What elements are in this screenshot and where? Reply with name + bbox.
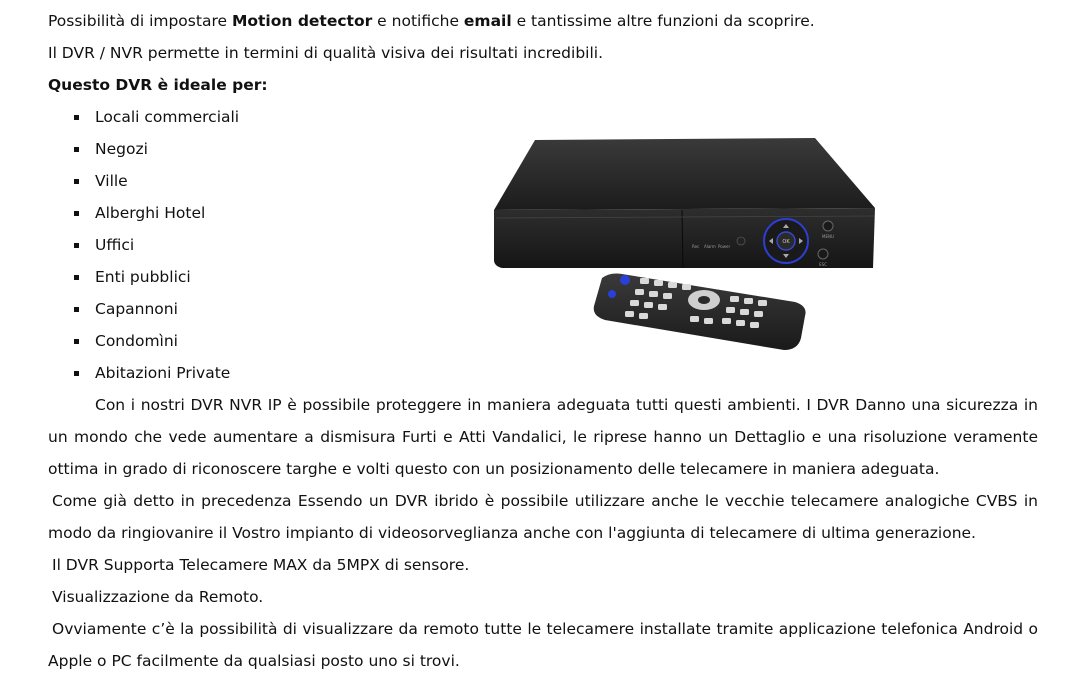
intro-line-quality: Il DVR / NVR permette in termini di qualità visiva dei risultati incredibili. [48,44,604,62]
intro-text-mid: e notifiche [372,12,464,30]
navigation-pad [764,219,808,263]
menu-button-label: MENU [822,234,834,239]
esc-button [818,249,828,259]
paragraph-remote-viewing: Ovviamente c’è la possibilità di visualizzare da remoto tutte le telecamere installate tramite applicazione telefonica Android o Apple o PC facilmente da qualsiasi posto uno si trovi. [48,620,1038,670]
list-item: Ville [48,165,1038,197]
ok-button-label: OK [782,239,790,245]
intro-bold-email: email [463,12,512,30]
remote-mute-button [608,290,616,298]
paragraph-protection: Con i nostri DVR NVR IP è possibile proteggere in maniera adeguata tutti questi ambienti. I DVR Danno una sicurezza in un mondo che vede aumentare a dismisura Furti e Atti Vandalici, le riprese hanno un Dettaglio e una risoluzione veramente ottima in grado di riconoscere targhe e volti questo con un posizionamento delle telecamere in maniera adeguata. [48,396,1038,478]
remote-control [594,274,806,351]
list-item: Enti pubblici [48,261,1038,293]
list-item: Capannoni [48,293,1038,325]
power-led-label: Power [718,244,731,249]
list-item: Alberghi Hotel [48,197,1038,229]
intro-text-post: e tantissime altre funzioni da scoprire. [511,12,815,30]
dvr-product-image [490,132,880,356]
alarm-led-label: Alarm [704,244,716,249]
menu-button [823,221,833,231]
intro-bold-motion: Motion detector [231,12,373,30]
intro-text-pre: Possibilità di impostare [48,12,232,30]
dvr-illustration [490,132,880,356]
list-item: Locali commerciali [48,101,1038,133]
ir-sensor-icon [737,237,745,245]
intro-line-features [48,5,1038,37]
list-item: Negozi [48,133,1038,165]
ideal-heading-text: Questo DVR è ideale per: [48,76,268,94]
paragraph-remote-heading: Visualizzazione da Remoto. [52,588,264,606]
list-item: Abitazioni Private [48,357,1038,389]
paragraph-hybrid: Come già detto in precedenza Essendo un DVR ibrido è possibile utilizzare anche le vecchie telecamere analogiche CVBS in modo da ringiovanire il Vostro impianto di videosorveglianza anche con l'aggiunta di telecamere di ultima generazione. [48,492,1038,542]
ideal-heading [48,69,1038,101]
list-item: Condomìni [48,325,1038,357]
list-item: Uffici [48,229,1038,261]
paragraph-max-resolution: Il DVR Supporta Telecamere MAX da 5MPX di sensore. [52,556,470,574]
rec-led-label: Rec [692,244,700,249]
esc-button-label: ESC [819,262,827,267]
remote-power-button [620,275,630,285]
status-leds [692,244,730,249]
dvr-box [494,138,875,268]
